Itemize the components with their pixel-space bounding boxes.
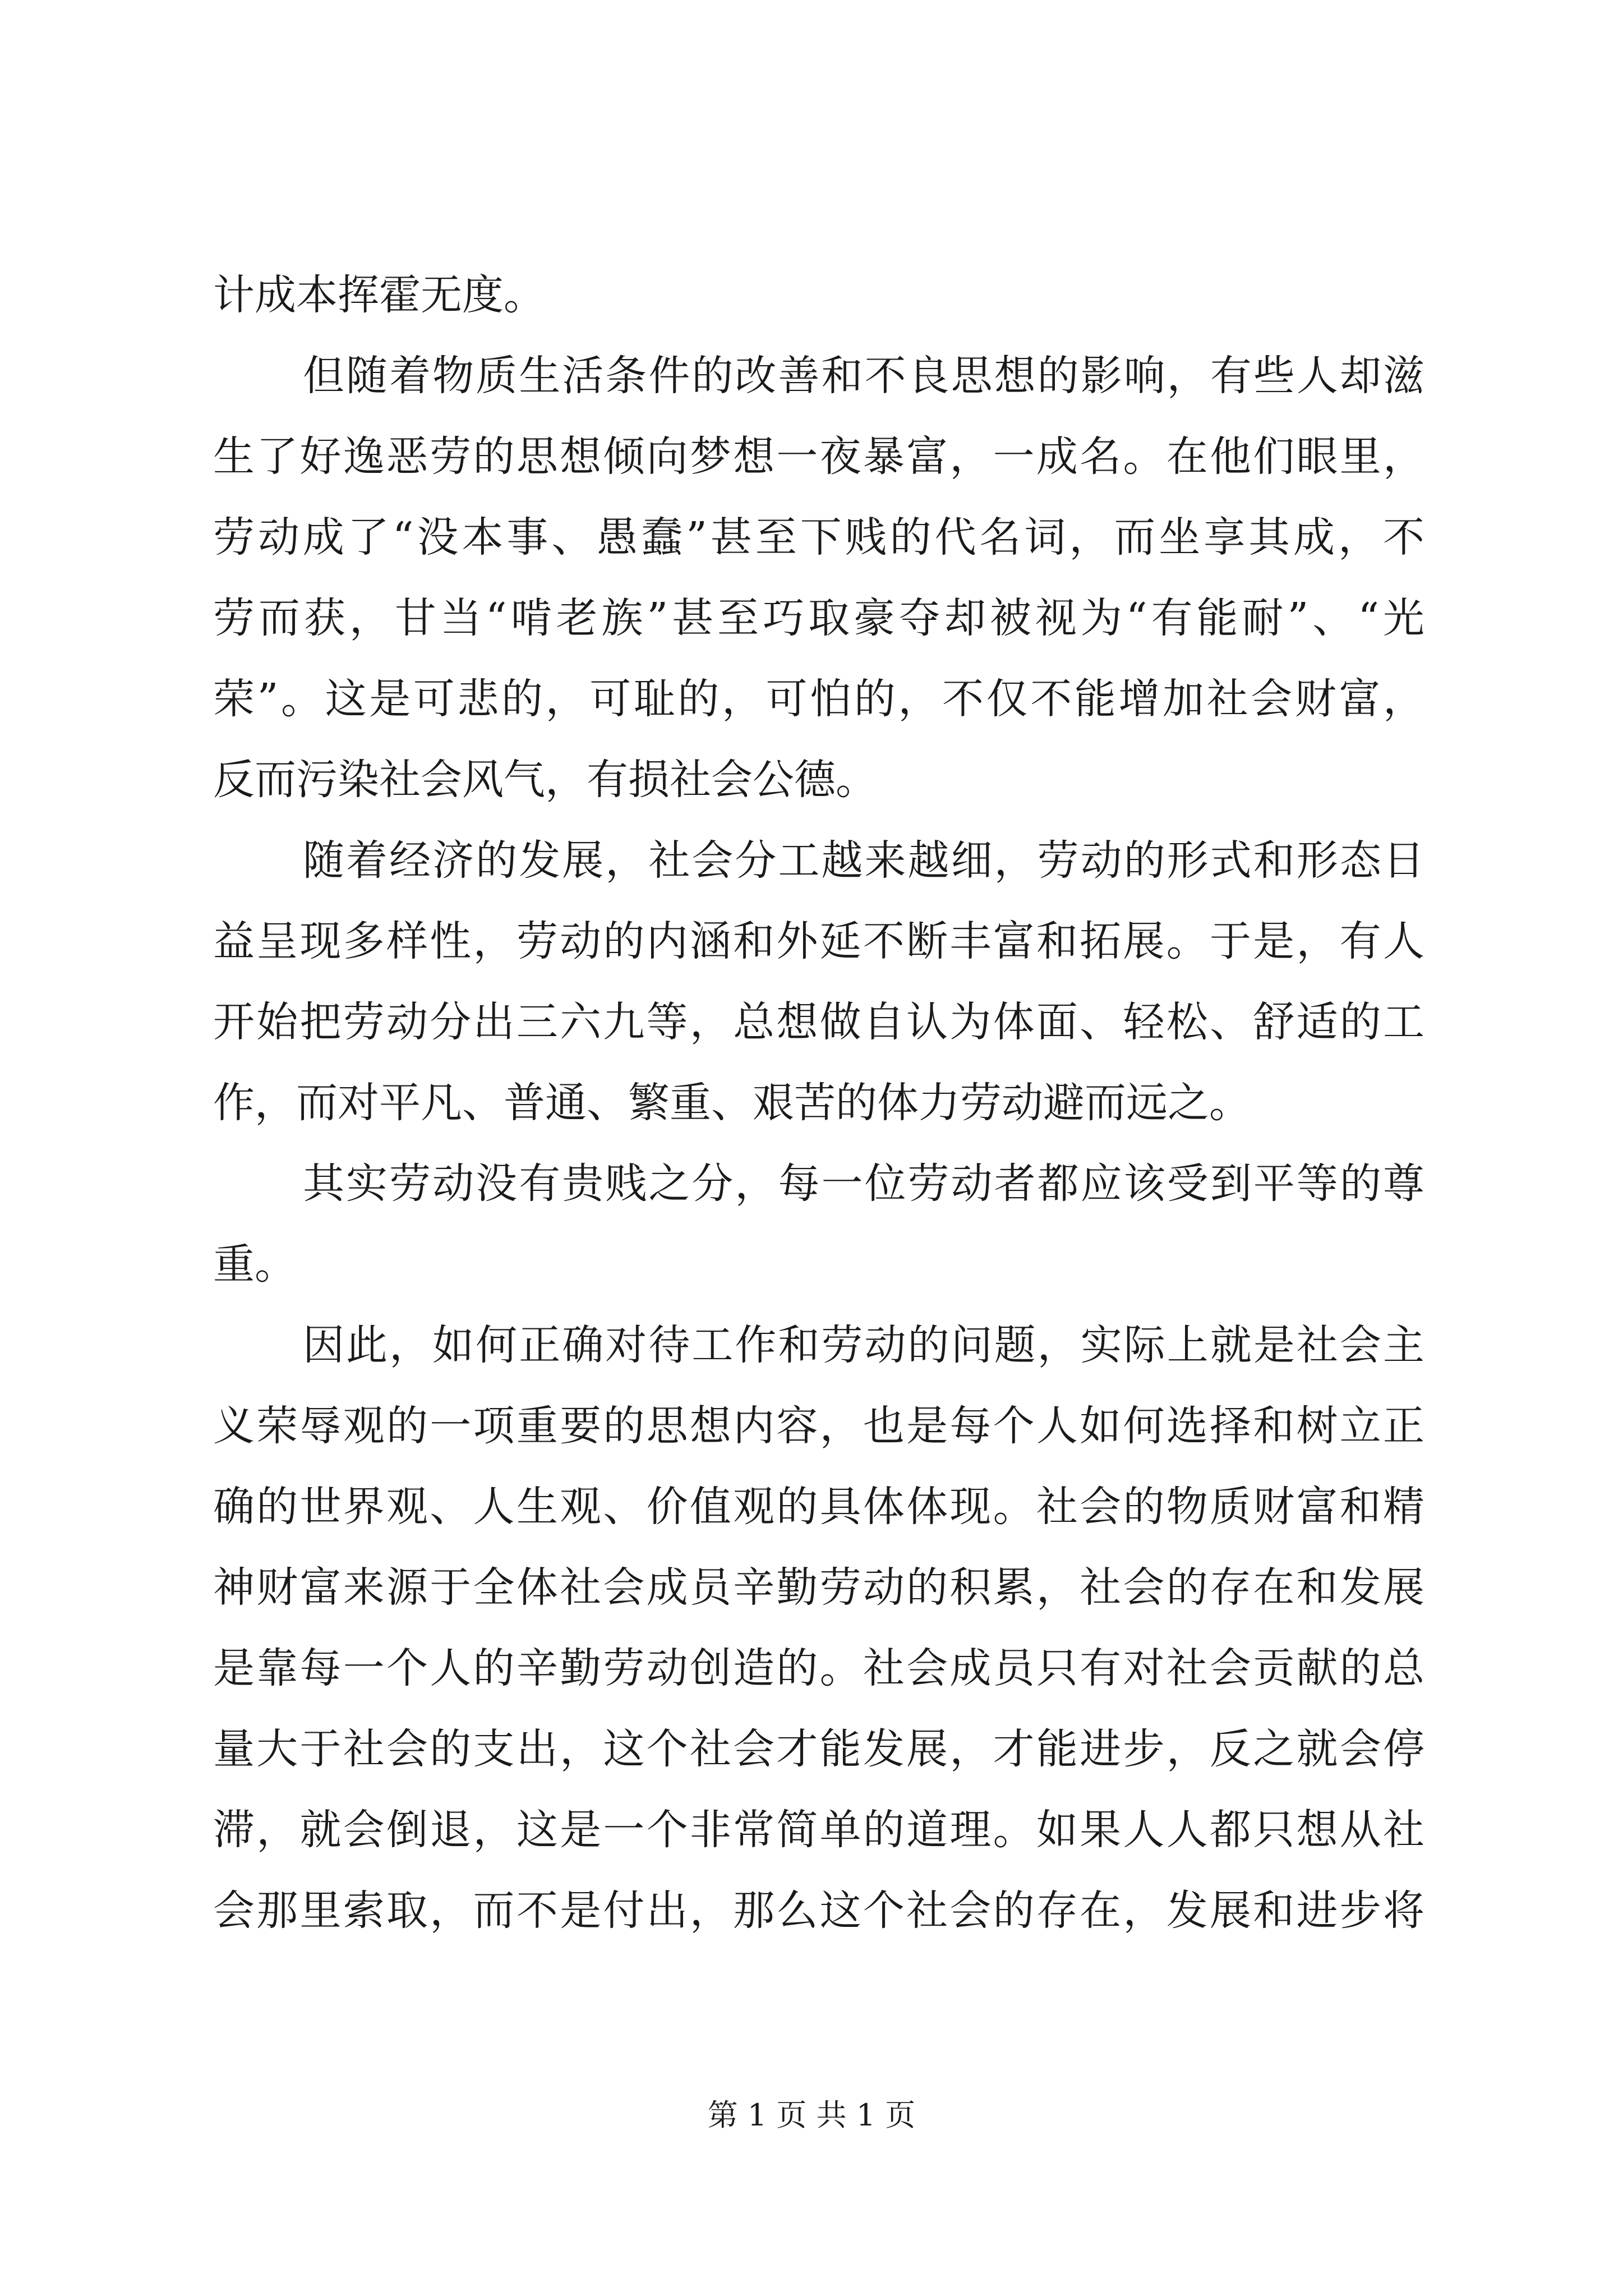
page-number-label: 第 1 页 共 1 页 (707, 2097, 916, 2133)
paragraph-first-line: 因此，如何正确对待工作和劳动的问题，实际上就是社会主 (303, 1321, 1424, 1369)
text-line: 反而污染社会风气，有损社会公德。 (213, 756, 877, 804)
text-line: 滞，就会倒退，这是一个非常简单的道理。如果人人都只想从社 (213, 1806, 1424, 1854)
document-body (213, 255, 1424, 1951)
text-line: 计成本挥霍无度。 (213, 271, 545, 319)
text-line: 义荣辱观的一项重要的思想内容，也是每个人如何选择和树立正 (213, 1402, 1424, 1450)
text-line: 是靠每一个人的辛勤劳动创造的。社会成员只有对社会贡献的总 (213, 1644, 1424, 1692)
text-line: 确的世界观、人生观、价值观的具体体现。社会的物质财富和精 (213, 1483, 1424, 1531)
text-line: 神财富来源于全体社会成员辛勤劳动的积累，社会的存在和发展 (213, 1563, 1424, 1612)
text-line: 益呈现多样性，劳动的内涵和外延不断丰富和拓展。于是，有人 (213, 917, 1424, 965)
text-line: 劳而获，甘当“啃老族”甚至巧取豪夺却被视为“有能耐”、“光 (213, 594, 1424, 642)
paragraph-first-line: 随着经济的发展，社会分工越来越细，劳动的形式和形态日 (303, 836, 1424, 885)
text-line: 生了好逸恶劳的思想倾向梦想一夜暴富，一成名。在他们眼里， (213, 432, 1424, 481)
text-line: 荣”。这是可悲的，可耻的，可怕的，不仅不能增加社会财富， (213, 675, 1424, 723)
paragraph-first-line: 但随着物质生活条件的改善和不良思想的影响，有些人却滋 (303, 352, 1424, 400)
text-line: 作，而对平凡、普通、繁重、艰苦的体力劳动避而远之。 (213, 1079, 1251, 1127)
page-footer (0, 2096, 1623, 2135)
text-line: 会那里索取，而不是付出，那么这个社会的存在，发展和进步将 (213, 1887, 1424, 1935)
text-line: 量大于社会的支出，这个社会才能发展，才能进步，反之就会停 (213, 1725, 1424, 1773)
text-line: 劳动成了“没本事、愚蠢”甚至下贱的代名词，而坐享其成，不 (213, 513, 1424, 562)
text-line: 开始把劳动分出三六九等，总想做自认为体面、轻松、舒适的工 (213, 998, 1424, 1046)
text-line: 重。 (213, 1240, 296, 1289)
paragraph-first-line: 其实劳动没有贵贱之分，每一位劳动者都应该受到平等的尊 (303, 1159, 1424, 1208)
